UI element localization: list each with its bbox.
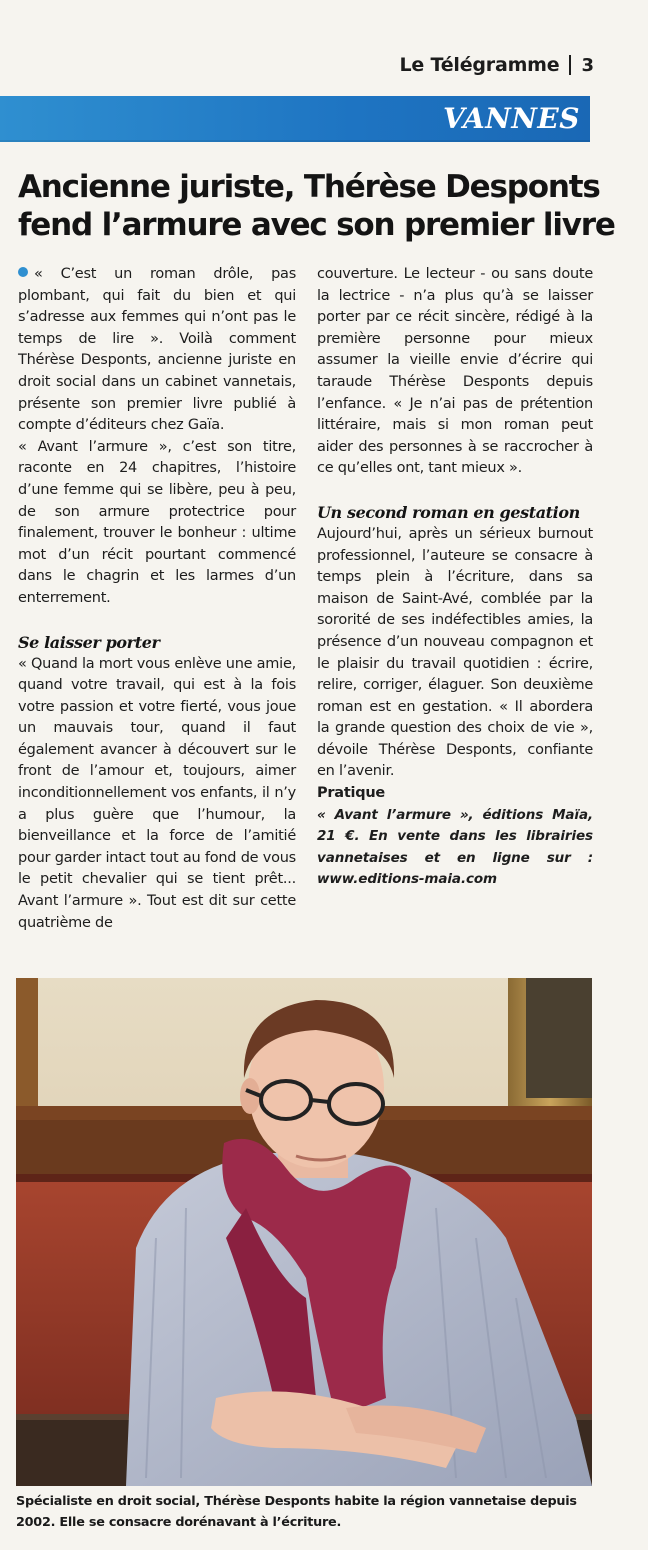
intro-paragraph-1	[18, 264, 296, 437]
section1-paragraph: « Quand la mort vous enlève une amie, quand votre travail, qui est à la fois votre passion et votre fierté, vous joue un mauvais tour, quand il faut également avancer à découvert sur le front de l’amour et, toujours, aimer inconditionnellement vos enfants, il n’y a plus guère que l’humour, la bienveillance et la force de l’amitié pour garder intact tout au fond de vous le petit chevalier qui se tient prêt... Avant l’armure ». Tout est dit sur cette quatrième de	[18, 655, 296, 931]
subhead-second-roman: Un second roman en gestation	[317, 502, 580, 522]
section-band	[0, 96, 590, 142]
author-photo	[16, 978, 592, 1486]
section1-paragraph-continued: couverture. Le lecteur - ou sans doute la lectrice - n’a plus qu’à se laisser porter par ce récit sincère, rédigé à la première personne pour mieux assumer la vieille envie d’écrire qui taraude Thérèse Desponts depuis l’enfance. « Je n’ai pas de prétention littéraire, mais si mon roman peut aider des personnes à se raccrocher à ce qu’elles ont, tant mieux ».	[317, 266, 593, 477]
section2-paragraph: Aujourd’hui, après un sérieux burnout professionnel, l’auteure se consacre à temps plein à l’écriture, dans sa maison de Saint-Avé, comblée par la sororité de ses indéfectibles amies, la présence d’un nouveau compagnon et le plaisir du travail quotidien : écrire, relire, corriger, élaguer. Son deuxième roman est en gestation. « Il abordera la grande question des choix de vie », dévoile Thérèse Desponts, confiante en l’avenir.	[317, 525, 593, 780]
pratique-info: « Avant l’armure », éditions Maïa, 21 €. En vente dans les librairies vannetaises et en ligne sur : www.editions-maia.com	[317, 806, 593, 888]
newspaper-name: Le Télégramme	[399, 54, 560, 76]
headline-line-2: fend l’armure avec son premier livre	[18, 207, 615, 243]
intro-paragraph-2: « Avant l’armure », c’est son titre, raconte en 24 chapitres, l’histoire d’une femme qui se libère, peu à peu, de son armure protectrice pour finalement, trouver le bonheur : ultime mot d’un récit pourtant commencé dans le chagrin et les larmes d’un enterrement.	[18, 438, 296, 606]
photo-caption: Spécialiste en droit social, Thérèse Desponts habite la région vannetaise depuis 2002. Elle se consacre dorénavant à l’écriture.	[16, 1494, 577, 1530]
headline-line-1: Ancienne juriste, Thérèse Desponts	[18, 169, 600, 205]
subhead-se-laisser-porter: Se laisser porter	[18, 632, 160, 652]
article-headline	[18, 168, 618, 244]
section-title: VANNES	[442, 102, 580, 135]
page-number: 3	[581, 54, 594, 76]
article-column-right	[317, 264, 593, 891]
author-portrait-illustration	[16, 978, 592, 1486]
pratique-title: Pratique	[317, 785, 386, 802]
bullet-dot-icon	[18, 267, 28, 277]
intro-paragraph-1-text: « C’est un roman drôle, pas plombant, qui fait du bien et qui s’adresse aux femmes qui n’ont pas le temps de lire ». Voilà comment Thérèse Desponts, ancienne juriste en droit social dans un cabinet vannetais, présente son premier livre publié à compte d’éditeurs chez Gaïa.	[18, 266, 296, 434]
article-column-left	[18, 264, 296, 934]
masthead	[399, 54, 594, 76]
masthead-separator	[569, 55, 571, 75]
